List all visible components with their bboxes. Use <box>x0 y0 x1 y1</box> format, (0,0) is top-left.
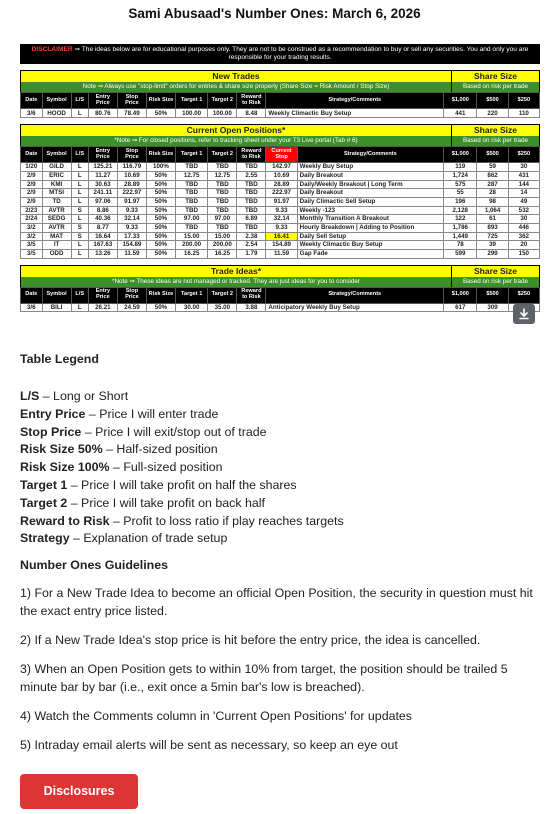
table-cell: 13.26 <box>88 250 117 259</box>
table-cell: 241.11 <box>88 189 117 198</box>
share-size-header: Share Size <box>452 71 539 82</box>
table-row <box>21 163 540 172</box>
column-header: Target 1 <box>176 93 208 109</box>
table-cell: 150 <box>508 250 539 259</box>
table-cell: BILI <box>42 303 71 312</box>
legend-item <box>20 388 344 406</box>
table-cell: 50% <box>146 180 175 189</box>
disclaimer-arrow: ⇒ <box>74 46 81 53</box>
column-header: $250 <box>508 93 539 109</box>
column-header: Strategy/Comments <box>266 287 444 303</box>
table-cell: TBD <box>237 189 266 198</box>
trade-ideas-table <box>20 287 540 313</box>
table-cell: 200.00 <box>208 241 237 250</box>
table-cell: Anticipatory Weekly Buy Setup <box>266 303 444 312</box>
table-cell: 50% <box>146 197 175 206</box>
table-cell: 15.00 <box>176 232 208 241</box>
table-cell: 10.69 <box>266 171 297 180</box>
table-cell: 50% <box>146 215 175 224</box>
table-cell: Weekly Climactic Buy Setup <box>266 109 444 118</box>
table-cell: 3/5 <box>21 250 43 259</box>
legend-definition: – Price I will take profit on back half <box>67 495 265 510</box>
trade-sheet <box>20 44 540 312</box>
table-cell: 61 <box>477 215 508 224</box>
table-cell: 15.00 <box>208 232 237 241</box>
table-cell: 3/2 <box>21 232 43 241</box>
table-cell: 78.49 <box>117 109 146 118</box>
legend-term: Risk Size 100% <box>20 460 110 475</box>
table-cell: 26.21 <box>88 303 117 312</box>
table-cell: 50% <box>146 232 175 241</box>
table-cell: 1,786 <box>444 223 477 232</box>
table-cell: 9.33 <box>266 223 297 232</box>
table-cell: 2,128 <box>444 206 477 215</box>
column-header: $1,000 <box>444 93 477 109</box>
table-cell: Weekly -123 <box>297 206 443 215</box>
download-button[interactable] <box>513 304 535 324</box>
table-cell: Daily/Weekly Breakout | Long Term <box>297 180 443 189</box>
legend-term: Reward to Risk <box>20 513 110 528</box>
legend-definition: – Explanation of trade setup <box>69 531 228 546</box>
table-cell: 2/9 <box>21 197 43 206</box>
legend-term: Stop Price <box>20 424 82 439</box>
table-cell: 725 <box>477 232 508 241</box>
trade-ideas-section <box>20 265 540 313</box>
legend-definition: – Price I will exit/stop out of trade <box>81 424 267 439</box>
legend-term: Entry Price <box>20 406 86 421</box>
table-cell: 2.54 <box>237 241 266 250</box>
column-header: Target 2 <box>208 147 237 163</box>
table-cell: MTSI <box>42 189 71 198</box>
legend-item <box>20 424 344 442</box>
legend-item <box>20 459 344 477</box>
table-row <box>21 223 540 232</box>
guideline-rule: 1) For a New Trade Idea to become an official Open Position, the security in question must hit the exact entry price listed. <box>20 586 533 618</box>
table-cell: TBD <box>208 189 237 198</box>
table-cell: 97.00 <box>208 215 237 224</box>
column-header: Entry Price <box>88 287 117 303</box>
table-cell: 28 <box>477 189 508 198</box>
legend-term: L/S <box>20 389 40 403</box>
table-cell: 6.89 <box>237 215 266 224</box>
table-cell: 431 <box>508 171 539 180</box>
share-size-basis: Based on risk per trade <box>452 277 539 287</box>
table-cell: 39 <box>477 241 508 250</box>
column-header: Symbol <box>42 93 71 109</box>
table-cell: 599 <box>444 250 477 259</box>
table-cell: L <box>71 180 88 189</box>
table-cell: L <box>71 215 88 224</box>
guideline-rule: 2) If a New Trade Idea's stop price is hit before the entry price, the idea is cancelled. <box>20 633 481 647</box>
table-cell: 110 <box>508 109 539 118</box>
table-cell: TBD <box>176 197 208 206</box>
table-cell: TBD <box>176 206 208 215</box>
table-cell: Weekly Climactic Buy Setup <box>297 241 443 250</box>
table-cell: TBD <box>176 163 208 172</box>
table-cell: L <box>71 197 88 206</box>
column-header: Reward to Risk <box>237 93 266 109</box>
table-cell: 50% <box>146 250 175 259</box>
column-header: L/S <box>71 147 88 163</box>
table-row <box>21 241 540 250</box>
table-cell: 144 <box>508 180 539 189</box>
column-header: Stop Price <box>117 147 146 163</box>
open-positions-title: Current Open Positions* <box>21 125 452 136</box>
table-cell: TBD <box>208 180 237 189</box>
table-cell: 16.41 <box>266 232 297 241</box>
table-cell: 154.89 <box>266 241 297 250</box>
column-header: Stop Price <box>117 287 146 303</box>
open-positions-table <box>20 146 540 259</box>
legend-term: Strategy <box>20 531 70 546</box>
table-cell: KMI <box>42 180 71 189</box>
table-cell: 8.77 <box>88 223 117 232</box>
table-cell: 9.33 <box>117 206 146 215</box>
table-cell: 119 <box>444 163 477 172</box>
table-cell: 1.79 <box>237 250 266 259</box>
table-cell: L <box>71 109 88 118</box>
table-cell: 11.27 <box>88 171 117 180</box>
table-cell: 446 <box>508 223 539 232</box>
table-cell: 50% <box>146 241 175 250</box>
column-header: $500 <box>477 287 508 303</box>
table-cell: 3/5 <box>21 241 43 250</box>
table-cell: 97.06 <box>88 197 117 206</box>
trade-ideas-note: *Note ⇒ These ideas are not managed or tracked. They are just ideas for you to consider <box>21 277 452 287</box>
table-cell: 55 <box>444 189 477 198</box>
column-header: Reward to Risk <box>237 147 266 163</box>
table-row <box>21 215 540 224</box>
column-header: Date <box>21 93 43 109</box>
table-cell: 17.33 <box>117 232 146 241</box>
table-cell: 100.00 <box>208 109 237 118</box>
new-trades-note: Note ⇒ Always use "stop-limit" orders for entries & share size properly (Share Size = Risk Amount / Stop Size) <box>21 82 452 92</box>
table-cell: TBD <box>208 197 237 206</box>
column-header: L/S <box>71 287 88 303</box>
table-cell: 16.25 <box>208 250 237 259</box>
disclaimer-text: The ideas below are for educational purposes only. They are not to be construed as a recommendation to buy or sell any securities. You and only you are responsible for your trading results. <box>81 46 529 62</box>
table-cell: 532 <box>508 206 539 215</box>
table-cell: 575 <box>444 180 477 189</box>
column-header: Symbol <box>42 147 71 163</box>
table-row <box>21 232 540 241</box>
legend-item <box>20 513 344 531</box>
table-cell: 1,064 <box>477 206 508 215</box>
table-cell: 78 <box>444 241 477 250</box>
table-cell: 1,724 <box>444 171 477 180</box>
table-cell: 287 <box>477 180 508 189</box>
table-cell: TBD <box>237 197 266 206</box>
legend-definition: – Full-sized position <box>109 460 223 475</box>
table-cell: MAT <box>42 232 71 241</box>
table-cell: 200.00 <box>176 241 208 250</box>
table-cell: Monthly Transition A Breakout <box>297 215 443 224</box>
table-cell: HOOD <box>42 109 71 118</box>
legend-list <box>20 388 344 548</box>
table-cell: TBD <box>208 163 237 172</box>
table-cell: 122 <box>444 215 477 224</box>
table-cell: 59 <box>477 163 508 172</box>
table-cell: L <box>71 241 88 250</box>
table-row <box>21 109 540 118</box>
column-header: Stop Price <box>117 93 146 109</box>
table-cell: 1,449 <box>444 232 477 241</box>
table-cell: AVTR <box>42 206 71 215</box>
table-cell: TBD <box>176 223 208 232</box>
table-row <box>21 171 540 180</box>
column-header: Target 2 <box>208 287 237 303</box>
legend-definition: – Half-sized position <box>102 442 218 457</box>
table-cell: 30 <box>508 163 539 172</box>
column-header: Date <box>21 287 43 303</box>
column-header: $1,000 <box>444 287 477 303</box>
table-cell: 50% <box>146 189 175 198</box>
legend-item <box>20 406 344 424</box>
table-cell: 98 <box>477 197 508 206</box>
column-header: Entry Price <box>88 147 117 163</box>
table-cell: 80.76 <box>88 109 117 118</box>
table-cell: 91.97 <box>117 197 146 206</box>
table-cell: 167.63 <box>88 241 117 250</box>
download-icon <box>518 308 530 320</box>
table-cell: 91.97 <box>266 197 297 206</box>
table-cell: 49 <box>508 197 539 206</box>
legend-item <box>20 441 344 459</box>
table-cell: Daily Climactic Sell Setup <box>297 197 443 206</box>
legend-definition: – Price I will take profit on half the shares <box>67 477 297 492</box>
table-cell: 2/9 <box>21 171 43 180</box>
table-cell: L <box>71 163 88 172</box>
table-row <box>21 180 540 189</box>
table-cell: 2/9 <box>21 180 43 189</box>
table-cell: Daily Sell Setup <box>297 232 443 241</box>
table-cell: 617 <box>444 303 477 312</box>
table-header-row <box>21 93 540 109</box>
table-row <box>21 197 540 206</box>
table-cell: 9.33 <box>266 206 297 215</box>
column-header: Strategy/Comments <box>297 147 443 163</box>
table-cell: Daily Breakout <box>297 189 443 198</box>
column-header: Target 1 <box>176 287 208 303</box>
table-cell: 24.59 <box>117 303 146 312</box>
table-cell: L <box>71 171 88 180</box>
table-cell: 9.33 <box>117 223 146 232</box>
table-cell: 862 <box>477 171 508 180</box>
legend-definition: – Price I will enter trade <box>85 406 219 421</box>
column-header: $250 <box>508 287 539 303</box>
table-cell: 16.25 <box>176 250 208 259</box>
column-header: Target 1 <box>176 147 208 163</box>
share-size-basis: Based on risk per trade <box>452 136 539 146</box>
table-cell: 893 <box>477 223 508 232</box>
column-header: $500 <box>477 93 508 109</box>
table-cell: TBD <box>237 180 266 189</box>
table-cell: 35.00 <box>208 303 237 312</box>
table-cell: 32.14 <box>266 215 297 224</box>
legend-term: Target 2 <box>20 495 68 510</box>
guideline-rule: 5) Intraday email alerts will be sent as necessary, so keep an eye out <box>20 738 398 752</box>
table-cell: 97.00 <box>176 215 208 224</box>
table-cell: 1/20 <box>21 163 43 172</box>
table-cell: 30.63 <box>88 180 117 189</box>
table-cell: 220 <box>477 109 508 118</box>
disclaimer-lead: DISCLAIMER <box>31 46 73 53</box>
table-cell: TBD <box>237 206 266 215</box>
table-cell: 299 <box>477 250 508 259</box>
share-size-header: Share Size <box>452 125 539 136</box>
table-cell: TBD <box>176 189 208 198</box>
table-cell: TBD <box>208 223 237 232</box>
table-cell: 125.21 <box>88 163 117 172</box>
new-trades-title: New Trades <box>21 71 452 82</box>
table-cell: S <box>71 223 88 232</box>
share-size-header: Share Size <box>452 266 539 277</box>
page-title: Sami Abusaad's Number Ones: March 6, 2026 <box>128 6 421 21</box>
table-cell: 196 <box>444 197 477 206</box>
column-header: Strategy/Comments <box>266 93 444 109</box>
table-cell: TBD <box>237 223 266 232</box>
legend-definition: – Long or Short <box>39 389 129 403</box>
table-cell: AVTR <box>42 223 71 232</box>
table-cell: 2/9 <box>21 189 43 198</box>
table-cell: 14 <box>508 189 539 198</box>
column-header: Entry Price <box>88 93 117 109</box>
table-cell: 8.86 <box>88 206 117 215</box>
table-header-row <box>21 147 540 163</box>
legend-definition: – Profit to loss ratio if play reaches targets <box>109 513 344 528</box>
table-cell: 12.75 <box>176 171 208 180</box>
table-cell: 50% <box>146 109 175 118</box>
table-row <box>21 189 540 198</box>
table-cell: S <box>71 232 88 241</box>
table-cell: 40.36 <box>88 215 117 224</box>
legend-term: Target 1 <box>20 477 68 492</box>
table-cell: 10.69 <box>117 171 146 180</box>
table-cell: 50% <box>146 223 175 232</box>
table-cell: 30 <box>508 215 539 224</box>
table-cell: 441 <box>444 109 477 118</box>
table-cell: SEDG <box>42 215 71 224</box>
table-cell: 309 <box>477 303 508 312</box>
guideline-rule: 3) When an Open Position gets to within 10% from target, the position should be trailed 5 minute bar by bar (i.e., exit once a 5min bar's low is breached). <box>20 662 508 694</box>
legend-item <box>20 477 344 495</box>
table-cell: 2.38 <box>237 232 266 241</box>
table-cell: 100.00 <box>176 109 208 118</box>
table-cell: ERIC <box>42 171 71 180</box>
legend-item <box>20 495 344 513</box>
table-cell: 12.75 <box>208 171 237 180</box>
table-row <box>21 250 540 259</box>
table-cell: TBD <box>208 206 237 215</box>
table-cell: 32.14 <box>117 215 146 224</box>
column-header: Risk Size <box>146 93 175 109</box>
table-cell: Weekly Buy Setup <box>297 163 443 172</box>
table-cell: 3.88 <box>237 303 266 312</box>
table-cell: 50% <box>146 206 175 215</box>
disclaimer-banner <box>20 44 540 64</box>
table-cell: Gap Fade <box>297 250 443 259</box>
table-cell: 28.89 <box>117 180 146 189</box>
column-header: Symbol <box>42 287 71 303</box>
table-cell: 30.00 <box>176 303 208 312</box>
column-header: Target 2 <box>208 93 237 109</box>
table-cell: 3/2 <box>21 223 43 232</box>
table-cell: TBD <box>176 180 208 189</box>
table-cell: L <box>71 189 88 198</box>
table-cell: 2/24 <box>21 215 43 224</box>
legend-item <box>20 530 344 548</box>
table-cell: 16.64 <box>88 232 117 241</box>
column-header: $1,000 <box>444 147 477 163</box>
table-cell: 11.59 <box>117 250 146 259</box>
column-header: L/S <box>71 93 88 109</box>
guideline-rule: 4) Watch the Comments column in 'Current Open Positions' for updates <box>20 709 412 723</box>
share-size-basis: Based on risk per trade <box>452 82 539 92</box>
table-cell: 116.79 <box>117 163 146 172</box>
table-cell: 50% <box>146 171 175 180</box>
trade-ideas-title: Trade Ideas* <box>21 266 452 277</box>
table-cell: 50% <box>146 303 175 312</box>
table-cell: TD <box>42 197 71 206</box>
table-cell: TBD <box>237 163 266 172</box>
column-header: Risk Size <box>146 287 175 303</box>
guidelines-title: Number Ones Guidelines <box>20 558 169 572</box>
new-trades-section <box>20 70 540 118</box>
table-cell: L <box>71 303 88 312</box>
new-trades-table <box>20 92 540 118</box>
table-cell: 28.89 <box>266 180 297 189</box>
table-cell: 222.97 <box>266 189 297 198</box>
table-cell: 20 <box>508 241 539 250</box>
column-header: $500 <box>477 147 508 163</box>
table-cell: Daily Breakout <box>297 171 443 180</box>
table-cell: 8.48 <box>237 109 266 118</box>
open-positions-note: *Note ⇒ For closed positions, refer to tracking sheet under your T3 Live portal (Tab # 6) <box>21 136 452 146</box>
legend-term: Risk Size 50% <box>20 442 103 457</box>
table-cell: ODD <box>42 250 71 259</box>
column-header: Date <box>21 147 43 163</box>
column-header: Current Stop <box>266 147 297 163</box>
table-cell: Hourly Breakdown | Adding to Position <box>297 223 443 232</box>
table-cell: 142.97 <box>266 163 297 172</box>
table-cell: 3/6 <box>21 303 43 312</box>
table-cell: 3/6 <box>21 109 43 118</box>
table-row <box>21 206 540 215</box>
table-cell: 362 <box>508 232 539 241</box>
table-cell: 100% <box>146 163 175 172</box>
open-positions-section <box>20 124 540 259</box>
legend-title: Table Legend <box>20 352 99 366</box>
table-cell: L <box>71 250 88 259</box>
table-cell: GILD <box>42 163 71 172</box>
table-cell: IT <box>42 241 71 250</box>
table-cell: 11.59 <box>266 250 297 259</box>
table-row <box>21 303 540 312</box>
column-header: $250 <box>508 147 539 163</box>
table-cell: S <box>71 206 88 215</box>
table-cell: 154.89 <box>117 241 146 250</box>
table-header-row <box>21 287 540 303</box>
column-header: Reward to Risk <box>237 287 266 303</box>
column-header: Risk Size <box>146 147 175 163</box>
table-cell: 222.97 <box>117 189 146 198</box>
disclosures-button[interactable]: Disclosures <box>20 774 138 809</box>
table-cell: 2/23 <box>21 206 43 215</box>
table-cell: 2.55 <box>237 171 266 180</box>
